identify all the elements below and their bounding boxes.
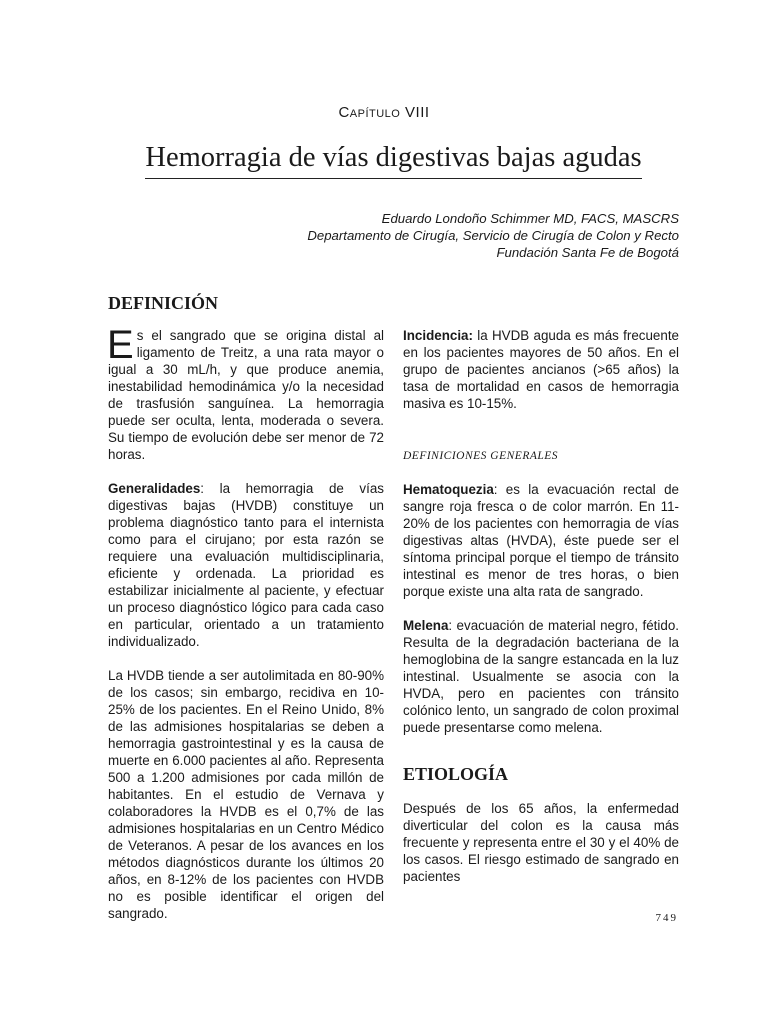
page-title: Hemorragia de vías digestivas bajas agudas — [145, 142, 642, 173]
definition-text: s el sangrado que se origina distal al ligamento de Treitz, a una rata mayor o igual a 30 mL/h, y que produce anemia, inestabilidad hemodinámica y/o la necesidad de trasfusión sanguínea. La hemorragia puede ser oculta, lenta, moderada o severa. Su tiempo de evolución debe ser menor de 72 horas. — [108, 328, 384, 462]
author-institution: Fundación Santa Fe de Bogotá — [496, 245, 679, 260]
drop-cap: E — [107, 323, 134, 367]
author-name: Eduardo Londoño Schimmer MD, FACS, MASCRS — [381, 211, 679, 226]
title-rule — [145, 178, 642, 179]
chapter-label — [0, 104, 768, 121]
statistics-paragraph: La HVDB tiende a ser autolimitada en 80-90% de los casos; sin embargo, recidiva en 10-25% de los pacientes. En el Reino Unido, 8% de las admisiones hospitalarias se deben a hemorragia gastrointestinal y es la causa de muerte en 6.000 pacientes al año. Representa 500 a 1.200 admisiones por cada millón de habitantes. En el estudio de Vernava y colaboradores la HVDB es el 0,7% de las admisiones hospitalarias en un Centro Médico de Veteranos. A pesar de los avances en los métodos diagnósticos durante los últimos 20 años, en 8-12% de los pacientes con HVDB no es posible identificar el origen del sangrado. — [108, 668, 384, 921]
author-block — [307, 210, 679, 261]
melena-label: Melena — [403, 618, 449, 633]
definition-paragraph — [107, 323, 384, 463]
right-column — [403, 327, 679, 885]
section-heading-definiciones-generales: DEFINICIONES GENERALES — [403, 450, 559, 462]
section-heading-etiologia: ETIOLOGÍA — [403, 764, 509, 784]
hematoquezia-text: : es la evacuación rectal de sangre roja fresca o de color marrón. En 11-20% de los pacientes con hemorragia de vías digestivas altas (HVDA), éste puede ser el síntoma principal porque el tiempo de tránsito intestinal es menor de tres horas, o bien porque existe una alta rata de sangrado. — [403, 482, 679, 599]
hematoquezia-label: Hematoquezia — [403, 482, 494, 497]
page-number: 749 — [655, 912, 678, 924]
etiologia-paragraph: Después de los 65 años, la enfermedad diverticular del colon es la causa más frecuente y representa entre el 30 y el 40% de los casos. El riesgo estimado de sangrado en pacientes — [403, 801, 679, 884]
melena-paragraph — [403, 617, 679, 736]
incidencia-label: Incidencia: — [403, 328, 473, 343]
chapter-number: VIII — [405, 104, 430, 121]
chapter-word: Capítulo — [338, 104, 401, 121]
left-column — [107, 323, 384, 922]
incidencia-paragraph — [403, 327, 679, 412]
section-heading-definicion: DEFINICIÓN — [108, 293, 219, 313]
generalidades-paragraph — [108, 480, 384, 650]
author-department: Departamento de Cirugía, Servicio de Cirugía de Colon y Recto — [307, 228, 679, 243]
incidencia-text: la HVDB aguda es más frecuente en los pacientes mayores de 50 años. En el grupo de pacientes ancianos (>65 años) la tasa de mortalidad en casos de hemorragia masiva es 10-15%. — [403, 328, 679, 411]
generalidades-label: Generalidades — [108, 481, 201, 496]
hematoquezia-paragraph — [403, 481, 679, 600]
melena-text: : evacuación de material negro, fétido. Resulta de la degradación bacteriana de la hemoglobina de la sangre estancada en la luz intestinal. Usualmente se asocia con la HVDA, pero en pacientes con tránsito colónico lento, un sangrado de colon proximal puede presentarse como melena. — [403, 618, 679, 735]
generalidades-text: : la hemorragia de vías digestivas bajas (HVDB) constituye un problema diagnóstico tanto para el internista como para el cirujano; por esta razón se requiere una evaluación multidisciplinaria, eficiente y ordenada. La prioridad es estabilizar inicialmente al paciente, y efectuar un proceso diagnóstico lógico para cada caso en particular, orientado a un tratamiento individualizado. — [108, 481, 384, 649]
